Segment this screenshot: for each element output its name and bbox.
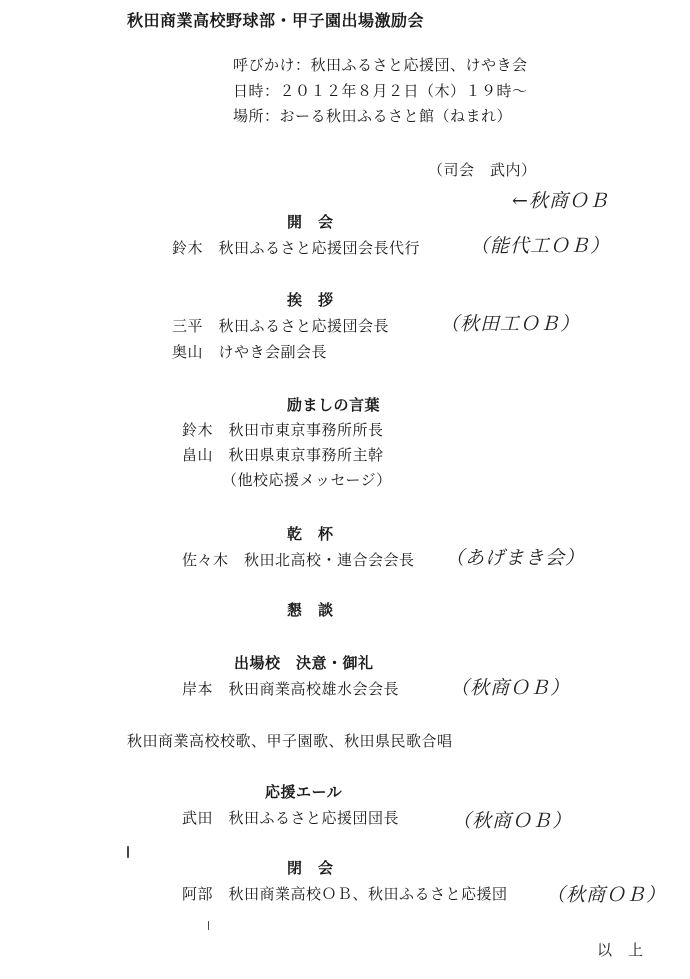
toast-speaker: 佐々木 秋田北高校・連合会会長 xyxy=(182,551,415,569)
heading-cheer: 応援エール xyxy=(265,783,343,801)
opening-speaker-note: （能代工ＯＢ） xyxy=(470,235,611,257)
encouragement-speaker-2: 畠山 秋田県東京事務所主幹 xyxy=(182,446,384,464)
closing-speaker-note: （秋商ＯＢ） xyxy=(546,884,667,906)
organizer-line: 呼びかけ：秋田ふるさと応援団、けやき会 xyxy=(233,56,528,74)
mc-handwritten-note: ←秋商ＯＢ xyxy=(512,190,609,212)
chorus-line: 秋田商業高校校歌、甲子園歌、秋田県民歌合唱 xyxy=(127,732,453,750)
heading-social: 懇 談 xyxy=(287,601,334,619)
closing-speaker: 阿部 秋田商業高校ＯＢ、秋田ふるさと応援団 xyxy=(182,885,508,903)
greeting-speaker-1-note: （秋田工ＯＢ） xyxy=(440,313,581,335)
greeting-speaker-1: 三平 秋田ふるさと応援団会長 xyxy=(172,317,390,335)
heading-greeting: 挨 拶 xyxy=(287,291,334,309)
team-address-speaker-note: （秋商ＯＢ） xyxy=(450,677,571,699)
cheer-speaker: 武田 秋田ふるさと応援団団長 xyxy=(182,809,400,827)
closing-mark: 以 上 xyxy=(597,941,644,959)
place-line: 場所：おーる秋田ふるさと館（ねまれ） xyxy=(233,107,513,125)
heading-toast: 乾 杯 xyxy=(287,525,334,543)
mc-line: （司会 武内） xyxy=(428,161,537,179)
cheer-speaker-note: （秋商ＯＢ） xyxy=(452,810,573,832)
encouragement-note: （他校応援メッセージ） xyxy=(222,471,392,489)
team-address-speaker: 岸本 秋田商業高校雄水会会長 xyxy=(182,680,400,698)
greeting-speaker-2: 奥山 けやき会副会長 xyxy=(172,343,328,361)
toast-speaker-note: （あげまき会） xyxy=(445,547,586,569)
heading-closing: 閉 会 xyxy=(287,859,334,877)
encouragement-speaker-1: 鈴木 秋田市東京事務所所長 xyxy=(182,421,384,439)
heading-encouragement: 励ましの言葉 xyxy=(287,396,381,414)
datetime-line: 日時：２０１２年８月２日（木）１９時～ xyxy=(233,82,528,100)
opening-speaker: 鈴木 秋田ふるさと応援団会長代行 xyxy=(172,239,421,257)
heading-team-address: 出場校 決意・御礼 xyxy=(234,654,374,672)
title: 秋田商業高校野球部・甲子園出場激励会 xyxy=(127,11,425,30)
heading-opening: 開 会 xyxy=(287,213,334,231)
